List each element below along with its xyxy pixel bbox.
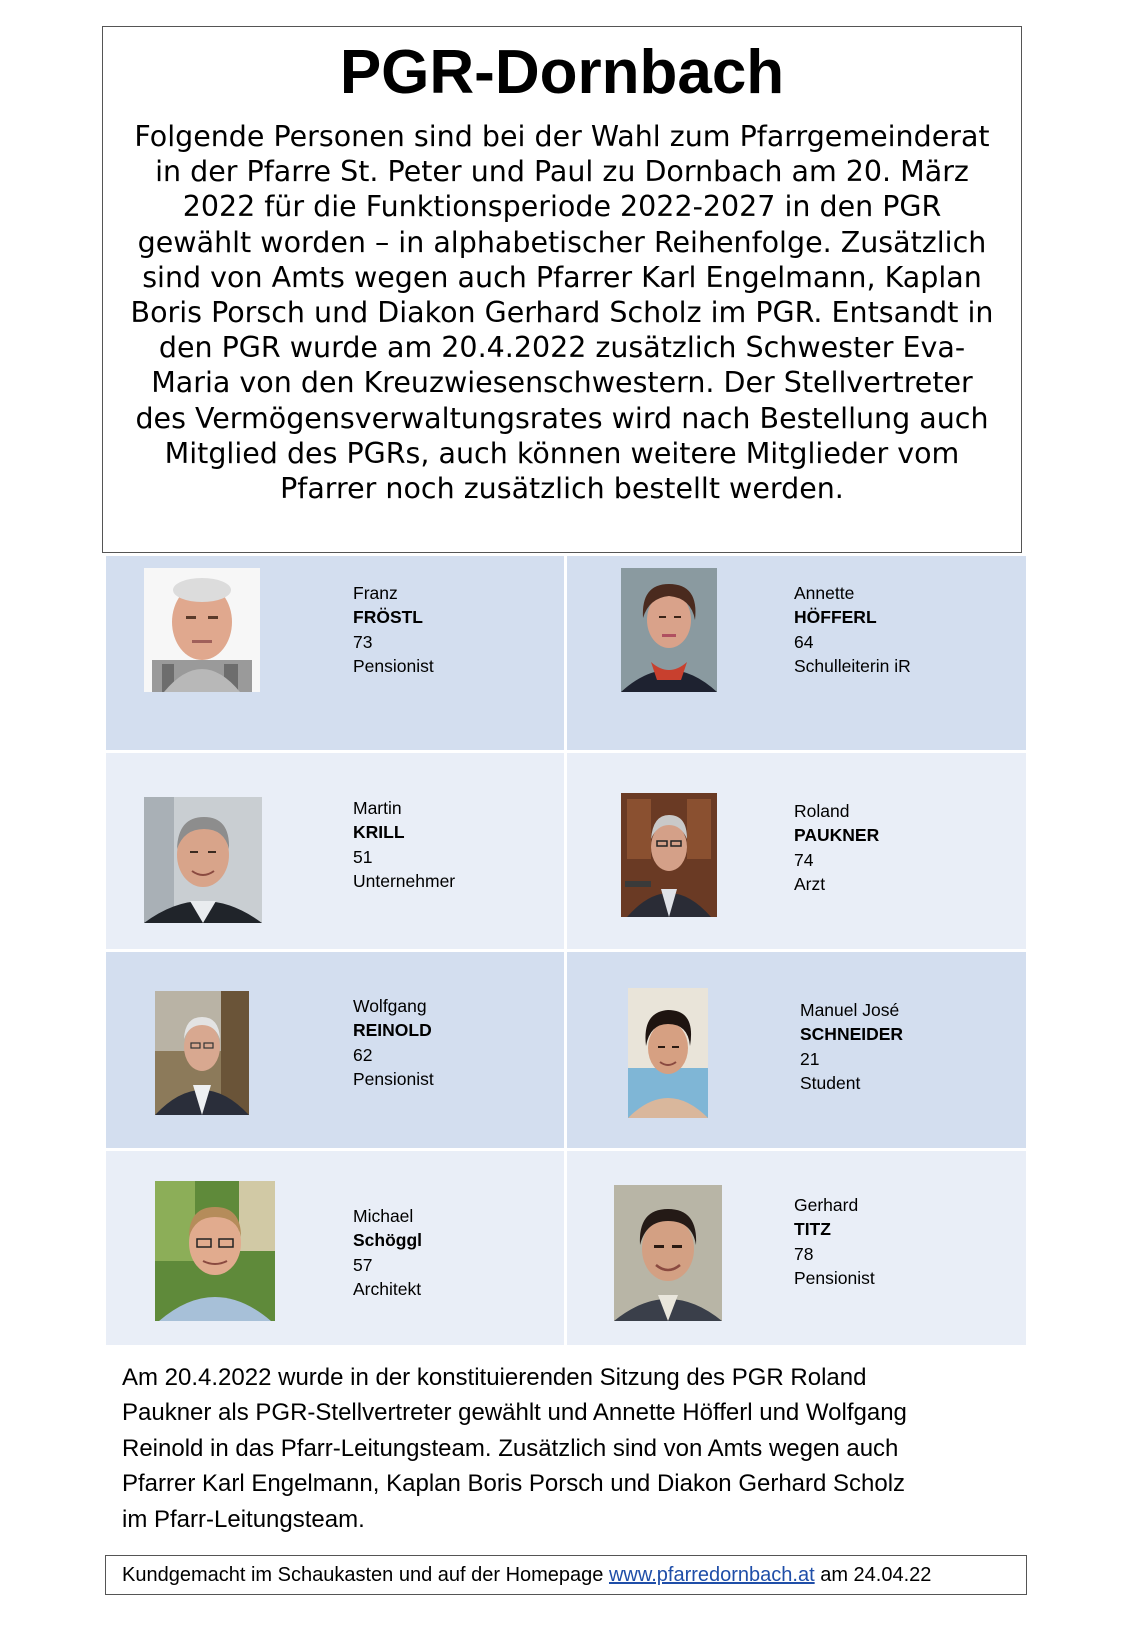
person-photo-icon [614,1185,722,1321]
member-card [106,1151,564,1345]
intro-line: Folgende Personen sind bei der Wahl zum Pfarrgemeinderat [134,120,990,153]
member-profession: Pensionist [794,1268,875,1289]
member-last-name: HÖFFERL [794,607,877,628]
intro-line: Maria von den Kreuzwiesenschwestern. Der Stellvertreter [151,366,973,400]
member-last-name: FRÖSTL [353,607,423,628]
member-profession: Pensionist [353,1069,434,1090]
member-info [794,581,911,679]
member-card [567,952,1026,1148]
member-first-name: Wolfgang [353,996,427,1016]
member-first-name: Michael [353,1206,414,1226]
intro-line: 2022 für die Funktionsperiode 2022-2027 in den PGR [182,190,942,224]
member-info [353,581,434,679]
person-photo-icon [144,797,262,923]
member-age: 21 [800,1048,820,1069]
member-first-name: Manuel José [800,1000,900,1020]
person-photo-icon [621,793,717,917]
person-photo-icon [144,568,260,692]
member-last-name: Schöggl [353,1230,423,1251]
intro-line: den PGR wurde am 20.4.2022 zusätzlich Schwester Eva- [158,331,966,365]
member-card [106,753,564,949]
member-photo [621,568,717,692]
homepage-link[interactable]: www.pfarredornbach.at [608,1564,815,1586]
summary-line: Paukner als PGR-Stellvertreter gewählt und Annette Höfferl und Wolfgang [122,1399,907,1427]
member-grid [106,556,1026,1346]
member-card [106,556,564,750]
member-last-name: KRILL [353,822,405,843]
member-info [353,796,455,894]
person-photo-icon [155,1181,275,1321]
member-card [106,952,564,1148]
member-age: 51 [353,846,373,867]
announcement-footer [105,1555,1027,1595]
page-title: PGR-Dornbach [339,38,785,107]
member-profession: Unternehmer [353,871,456,892]
person-photo-icon [155,991,249,1115]
member-info [800,998,903,1096]
member-age: 73 [353,631,373,652]
member-info [794,799,879,897]
member-first-name: Annette [794,583,855,603]
intro-box [102,26,1022,553]
member-profession: Schulleiterin iR [794,656,911,677]
intro-line: in der Pfarre St. Peter und Paul zu Dornbach am 20. März [155,155,969,189]
member-first-name: Martin [353,798,402,818]
person-photo-icon [628,988,708,1118]
member-info [794,1193,875,1291]
member-photo [628,988,708,1118]
member-first-name: Gerhard [794,1195,859,1215]
member-card [567,1151,1026,1345]
summary-line: Pfarrer Karl Engelmann, Kaplan Boris Porsch und Diakon Gerhard Scholz [122,1470,906,1498]
member-photo [144,797,262,923]
summary-line: im Pfarr-Leitungsteam. [122,1505,365,1533]
person-photo-icon [621,568,717,692]
member-last-name: TITZ [794,1219,831,1240]
member-photo [144,568,260,692]
intro-line: Pfarrer noch zusätzlich bestellt werden. [280,472,844,506]
member-first-name: Franz [353,583,398,603]
member-age: 62 [353,1044,373,1065]
member-age: 74 [794,849,814,870]
member-photo [621,793,717,917]
member-info [353,994,434,1092]
footer-suffix: am 24.04.22 [820,1564,932,1586]
intro-line: Boris Porsch und Diakon Gerhard Scholz im PGR. Entsandt in [130,296,994,330]
summary-paragraph [122,1360,1022,1537]
intro-line: des Vermögensverwaltungsrates wird nach Bestellung auch [135,401,989,435]
member-first-name: Roland [794,801,850,821]
intro-paragraph [111,119,1013,506]
member-profession: Pensionist [353,656,434,677]
summary-line: Am 20.4.2022 wurde in der konstituierenden Sitzung des PGR Roland [122,1364,867,1391]
member-card [567,556,1026,750]
intro-line: gewählt worden – in alphabetischer Reihenfolge. Zusätzlich [137,225,987,259]
member-photo [614,1185,722,1321]
member-age: 57 [353,1254,373,1275]
member-photo [155,1181,275,1321]
member-last-name: REINOLD [353,1020,432,1041]
member-photo [155,991,249,1115]
member-age: 64 [794,631,814,652]
member-profession: Student [800,1073,861,1094]
member-last-name: SCHNEIDER [800,1024,904,1045]
member-age: 78 [794,1243,814,1264]
member-last-name: PAUKNER [794,825,880,846]
member-profession: Architekt [353,1279,422,1300]
member-info [353,1204,422,1302]
member-profession: Arzt [794,874,826,895]
intro-line: sind von Amts wegen auch Pfarrer Karl Engelmann, Kaplan [142,260,982,294]
summary-line: Reinold in das Pfarr-Leitungsteam. Zusätzlich sind von Amts wegen auch [122,1434,899,1462]
intro-line: Mitglied des PGRs, auch können weitere Mitglieder vom [164,436,960,470]
footer-prefix: Kundgemacht im Schaukasten und auf der Homepage [122,1564,604,1586]
member-card [567,753,1026,949]
